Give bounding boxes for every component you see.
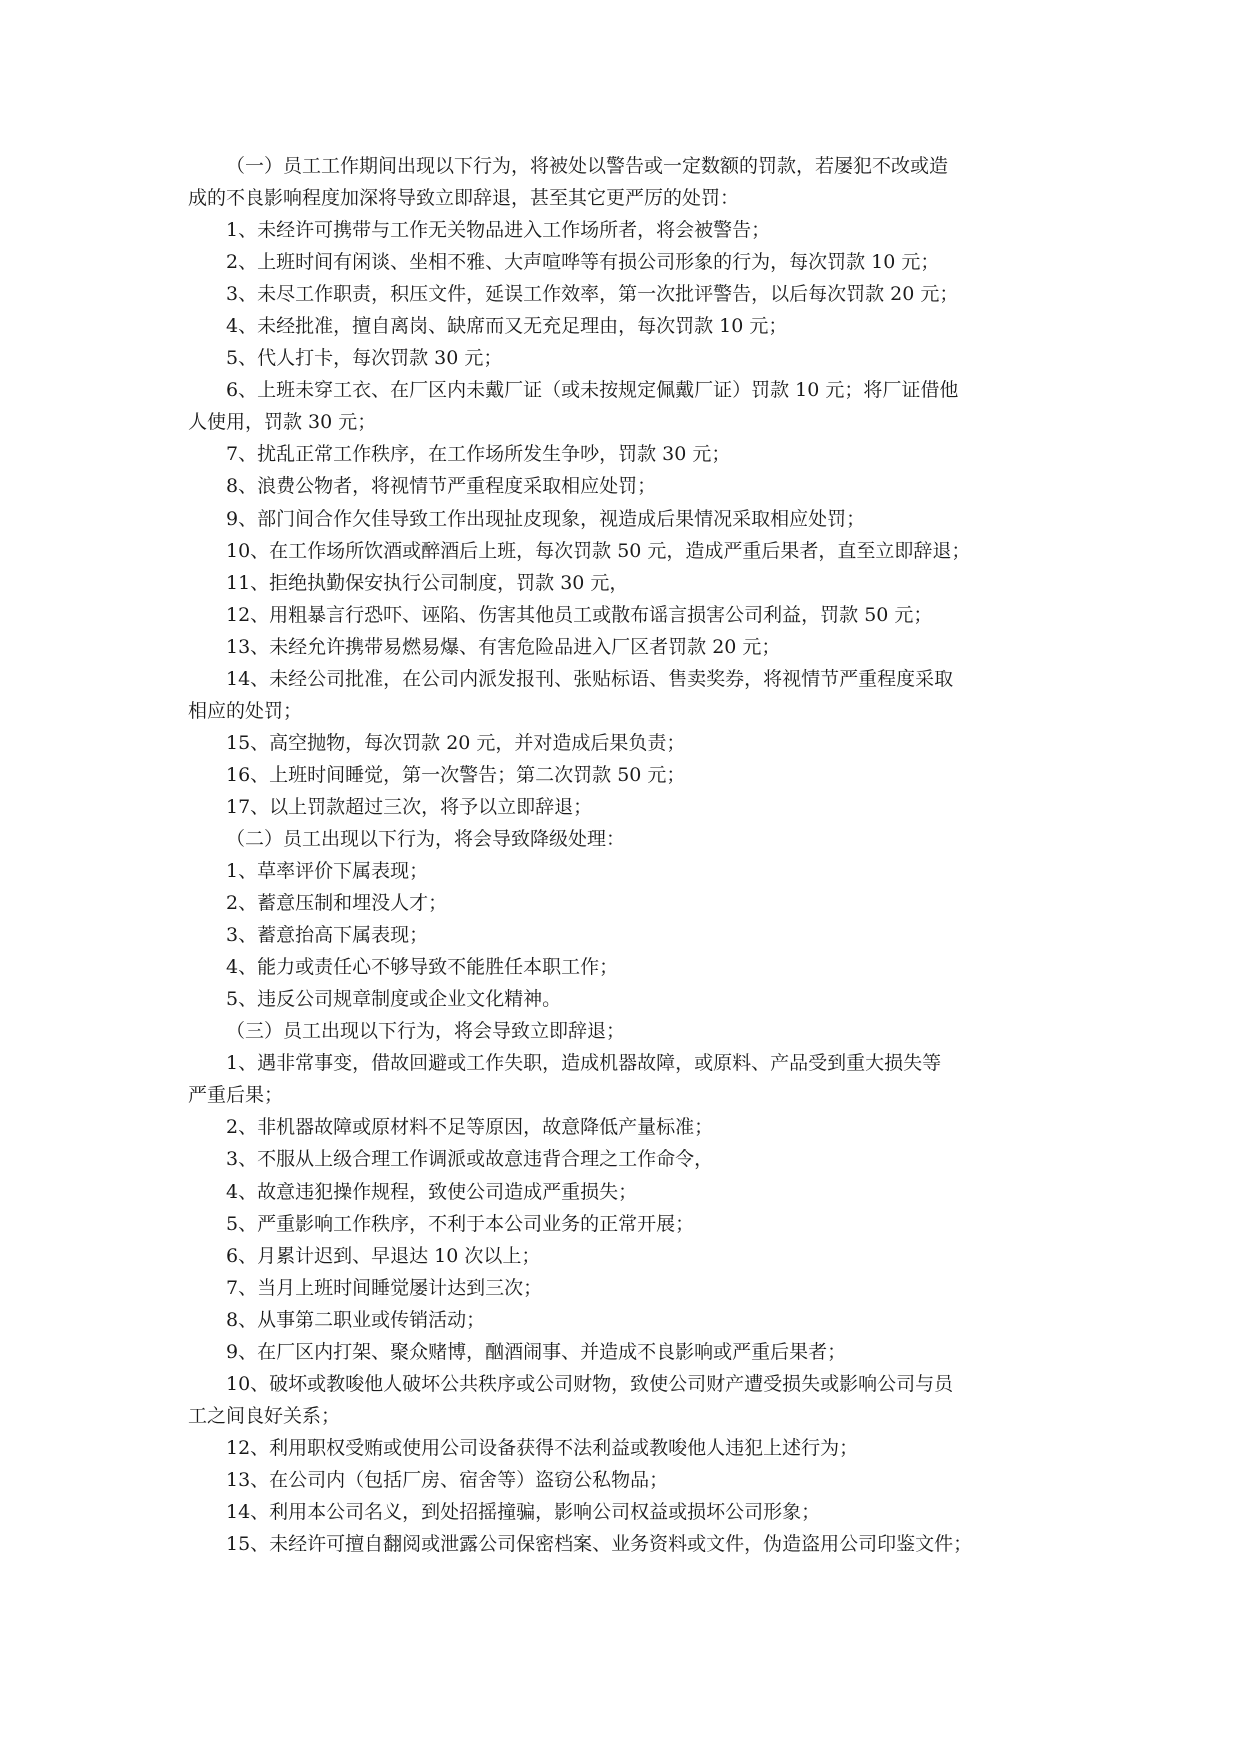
document-line: 4、能力或责任心不够导致不能胜任本职工作； — [226, 956, 619, 979]
document-line: 2、非机器故障或原材料不足等原因，故意降低产量标准； — [226, 1116, 714, 1139]
document-line: 3、未尽工作职责，积压文件，延误工作效率，第一次批评警告，以后每次罚款 20 元； — [226, 283, 959, 306]
document-line: 人使用，罚款 30 元； — [188, 411, 377, 434]
document-line: 7、扰乱正常工作秩序，在工作场所发生争吵，罚款 30 元； — [226, 443, 731, 466]
document-line: 工之间良好关系； — [188, 1404, 341, 1427]
document-line: （三）员工出现以下行为，将会导致立即辞退； — [226, 1020, 626, 1043]
document-line: （一）员工工作期间出现以下行为，将被处以警告或一定数额的罚款，若屡犯不改或造 — [226, 155, 949, 177]
document-line: 2、上班时间有闲谈、坐相不雅、大声喧哗等有损公司形象的行为，每次罚款 10 元； — [226, 251, 940, 274]
document-line: 7、当月上班时间睡觉屡计达到三次； — [226, 1276, 543, 1299]
document-line: 3、蓄意抬高下属表现； — [226, 924, 429, 947]
document-line: 6、月累计迟到、早退达 10 次以上； — [226, 1244, 541, 1267]
document-line: 1、遇非常事变，借故回避或工作失职，造成机器故障，或原料、产品受到重大损失等 — [226, 1052, 942, 1075]
document-line: 12、用粗暴言行恐吓、诬陷、伤害其他员工或散布谣言损害公司利益，罚款 50 元； — [226, 603, 933, 626]
document-line: 9、在厂区内打架、聚众赌博，酗酒闹事、并造成不良影响或严重后果者； — [226, 1340, 847, 1363]
document-line: 4、故意违犯操作规程，致使公司造成严重损失； — [226, 1180, 638, 1203]
document-line: 15、未经许可擅自翻阅或泄露公司保密档案、业务资料或文件，伪造盗用公司印鉴文件； — [226, 1533, 973, 1556]
document-line: 严重后果； — [188, 1084, 284, 1107]
document-line: 5、严重影响工作秩序，不利于本公司业务的正常开展； — [226, 1212, 695, 1235]
document-line: 13、在公司内（包括厂房、宿舍等）盗窃公私物品； — [226, 1468, 669, 1491]
document-line: （二）员工出现以下行为，将会导致降级处理： — [226, 827, 626, 850]
document-line: 6、上班未穿工衣、在厂区内未戴厂证（或未按规定佩戴厂证）罚款 10 元；将厂证借他 — [226, 379, 959, 402]
document-line: 12、利用职权受贿或使用公司设备获得不法利益或教唆他人违犯上述行为； — [226, 1436, 859, 1459]
document-line: 5、代人打卡，每次罚款 30 元； — [226, 347, 503, 370]
document-line: 13、未经允许携带易燃易爆、有害危险品进入厂区者罚款 20 元； — [226, 635, 781, 658]
document-body — [188, 150, 1058, 1560]
document-line: 相应的处罚； — [188, 699, 303, 722]
document-line: 11、拒绝执勤保安执行公司制度，罚款 30 元， — [226, 571, 629, 594]
document-line: 16、上班时间睡觉，第一次警告；第二次罚款 50 元； — [226, 763, 686, 786]
document-line: 5、违反公司规章制度或企业文化精神。 — [226, 988, 562, 1011]
document-line: 成的不良影响程度加深将导致立即辞退，甚至其它更严厉的处罚： — [188, 187, 740, 210]
document-line: 1、草率评价下属表现； — [226, 860, 429, 883]
document-line: 1、未经许可携带与工作无关物品进入工作场所者，将会被警告； — [226, 219, 771, 242]
document-line: 9、部门间合作欠佳导致工作出现扯皮现象，视造成后果情况采取相应处罚； — [226, 507, 866, 530]
document-line: 2、蓄意压制和埋没人才； — [226, 892, 448, 915]
document-line: 10、在工作场所饮酒或醉酒后上班，每次罚款 50 元，造成严重后果者，直至立即辞退； — [226, 539, 971, 562]
document-line: 8、从事第二职业或传销活动； — [226, 1308, 486, 1331]
document-line: 4、未经批准，擅自离岗、缺席而又无充足理由，每次罚款 10 元； — [226, 315, 788, 338]
document-line: 14、未经公司批准，在公司内派发报刊、张贴标语、售卖奖券，将视情节严重程度采取 — [226, 667, 954, 690]
document-line: 14、利用本公司名义，到处招摇撞骗，影响公司权益或损坏公司形象； — [226, 1500, 821, 1523]
document-line: 3、不服从上级合理工作调派或故意违背合理之工作命令， — [226, 1148, 714, 1171]
document-line: 10、破坏或教唆他人破坏公共秩序或公司财物，致使公司财产遭受损失或影响公司与员 — [226, 1372, 954, 1395]
document-line: 8、浪费公物者，将视情节严重程度采取相应处罚； — [226, 475, 657, 498]
document-line: 17、以上罚款超过三次，将予以立即辞退； — [226, 795, 593, 818]
document-line: 15、高空抛物，每次罚款 20 元，并对造成后果负责； — [226, 731, 686, 754]
